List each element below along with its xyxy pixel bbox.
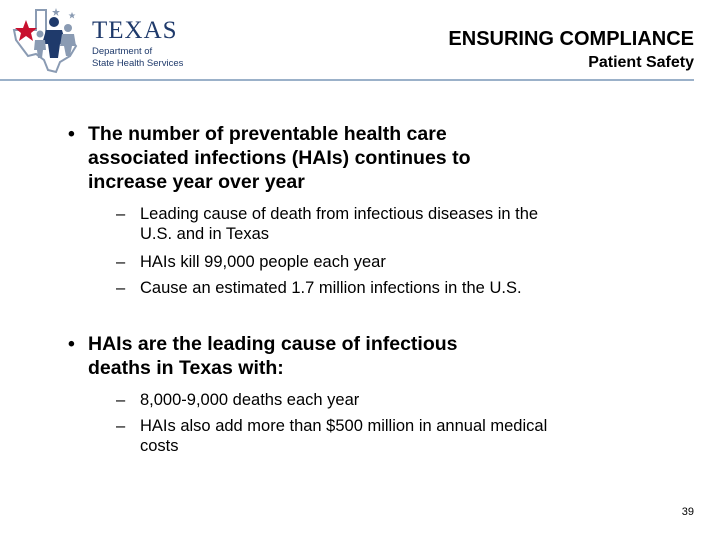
page-number: 39 <box>681 506 694 518</box>
sub-bullet-2-2-line-1: HAIs also add more than $500 million in annual medical <box>140 417 548 435</box>
slide-subtitle: Patient Safety <box>588 54 694 71</box>
sub-bullet-2-1 <box>116 390 660 410</box>
slide-title: ENSURING COMPLIANCE <box>448 28 694 50</box>
sub-bullet-2-1-line-1: 8,000-9,000 deaths each year <box>140 391 360 409</box>
sub-bullet-2-2-line-2: costs <box>140 437 179 455</box>
bullet-1-line-1: The number of preventable health care <box>88 123 447 145</box>
sub-bullet-1-3-line-1: Cause an estimated 1.7 million infections in the U.S. <box>140 279 522 297</box>
dshs-logo <box>10 4 210 74</box>
sub-bullet-dash: – <box>116 279 126 297</box>
bullet-dot: • <box>68 333 75 355</box>
logo-department-line2: State Health Services <box>92 57 184 69</box>
bullet-dot: • <box>68 123 75 145</box>
sub-bullet-dash: – <box>116 253 126 271</box>
bullet-2-line-1: HAIs are the leading cause of infectious <box>88 333 458 355</box>
texas-dshs-emblem-icon <box>10 4 94 76</box>
bullet-2 <box>68 332 588 380</box>
bullet-1-line-2: associated infections (HAIs) continues to <box>88 147 471 169</box>
sub-bullet-1-2 <box>116 252 660 272</box>
sub-bullet-1-2-line-1: HAIs kill 99,000 people each year <box>140 253 386 271</box>
sub-bullet-dash: – <box>116 205 126 223</box>
bullet-1 <box>68 122 588 194</box>
sub-bullet-1-1 <box>116 204 660 244</box>
sub-bullet-1-1-line-2: U.S. and in Texas <box>140 225 270 243</box>
logo-texas-text: TEXAS <box>92 17 178 44</box>
bullet-1-line-3: increase year over year <box>88 171 305 193</box>
bullet-2-line-2: deaths in Texas with: <box>88 357 284 379</box>
sub-bullet-1-1-line-1: Leading cause of death from infectious diseases in the <box>140 205 539 223</box>
sub-bullet-dash: – <box>116 391 126 409</box>
header-divider <box>0 79 694 81</box>
sub-bullet-2-2 <box>116 416 660 456</box>
logo-department-line1: Department of <box>92 46 153 57</box>
logo-wordmark <box>92 18 183 68</box>
sub-bullet-1-3 <box>116 278 660 298</box>
sub-bullet-dash: – <box>116 417 126 435</box>
